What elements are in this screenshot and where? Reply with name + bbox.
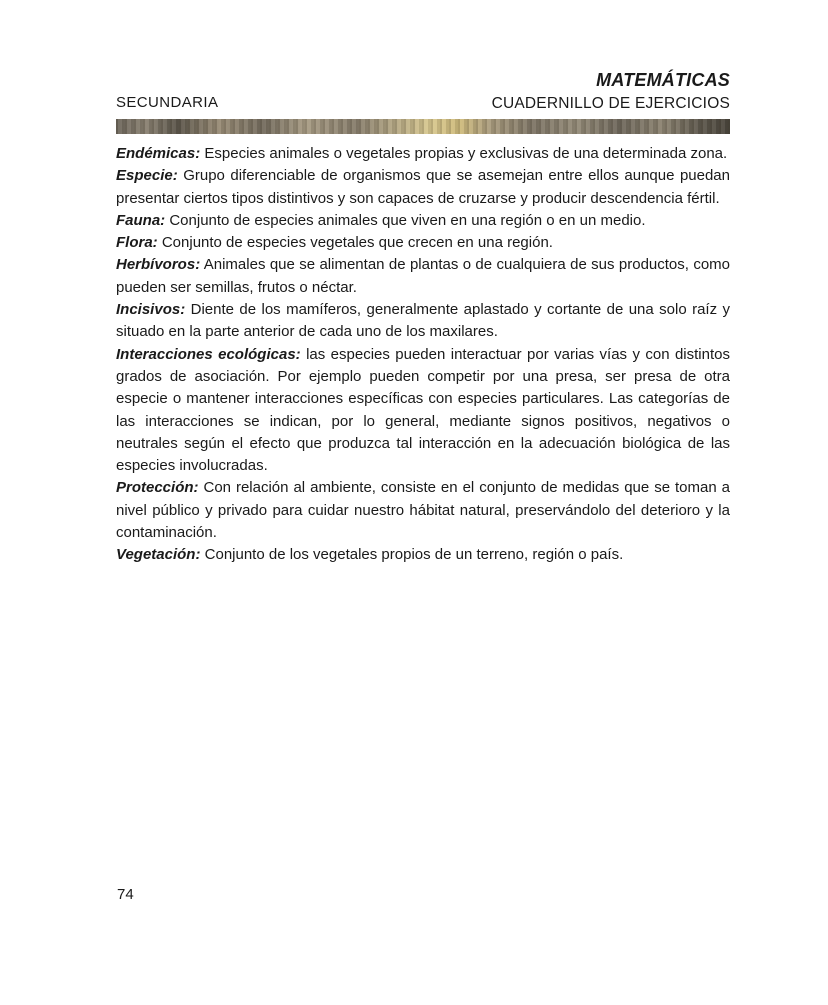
glossary-entry: [116, 299, 730, 344]
document-subtitle: CUADERNILLO DE EJERCICIOS: [491, 95, 730, 112]
glossary-entry: [116, 254, 730, 299]
header-title-block: [492, 70, 730, 113]
decorative-banner-image: [116, 119, 730, 134]
glossary-definition: Diente de los mamíferos, generalmente aplastado y cortante de una solo raíz y situado en la parte anterior de cada uno de los maxilares.: [116, 301, 730, 341]
glossary-section: [116, 143, 730, 567]
page-number: 74: [117, 886, 134, 903]
glossary-definition: Grupo diferenciable de organismos que se asemejan entre ellos aunque puedan presentar ciertos tipos distintivos y son capaces de cruzarse y producir descendencia fértil.: [116, 167, 730, 207]
glossary-entry: [116, 143, 730, 165]
glossary-term: Endémicas:: [116, 145, 201, 162]
document-title: MATEMÁTICAS: [596, 70, 730, 90]
glossary-definition: las especies pueden interactuar por varias vías y con distintos grados de asociación. Por ejemplo pueden competir por una presa, ser presa de otra especie o mantener interacciones específicas con especies particulares. Las categorías de las interacciones se indican, por lo general, mediante signos positivos, negativos o neutrales según el efecto que produzca tal interacción en la adecuación biológica de las especies involucradas.: [116, 345, 730, 475]
glossary-term: Especie:: [116, 167, 178, 185]
page-content: [116, 70, 730, 567]
glossary-term: Incisivos:: [116, 301, 186, 319]
glossary-definition: Especies animales o vegetales propias y exclusivas de una determinada zona.: [204, 145, 728, 162]
glossary-term: Interacciones ecológicas:: [116, 345, 301, 363]
glossary-term: Fauna:: [116, 211, 166, 229]
header-section-label: SECUNDARIA: [116, 94, 219, 111]
glossary-entry: [116, 477, 730, 544]
glossary-term: Protección:: [116, 479, 199, 497]
glossary-definition: Conjunto de especies animales que viven en una región o en un medio.: [169, 211, 646, 229]
glossary-entry: [116, 210, 730, 232]
glossary-entry: [116, 165, 730, 210]
glossary-definition: Conjunto de los vegetales propios de un terreno, región o país.: [204, 546, 624, 564]
glossary-term: Herbívoros:: [116, 256, 201, 274]
glossary-definition: Conjunto de especies vegetales que crecen en una región.: [161, 234, 553, 252]
glossary-entry: [116, 344, 730, 478]
glossary-term: Vegetación:: [116, 546, 201, 564]
glossary-term: Flora:: [116, 234, 158, 252]
glossary-definition: Animales que se alimentan de plantas o de cualquiera de sus productos, como pueden ser semillas, frutos o néctar.: [116, 256, 730, 296]
page-header: [116, 70, 730, 113]
glossary-definition: Con relación al ambiente, consiste en el conjunto de medidas que se toman a nivel público y privado para cuidar nuestro hábitat natural, preservándolo del deterioro y la contaminación.: [116, 479, 730, 542]
glossary-entry: [116, 232, 730, 254]
glossary-entry: [116, 544, 730, 566]
